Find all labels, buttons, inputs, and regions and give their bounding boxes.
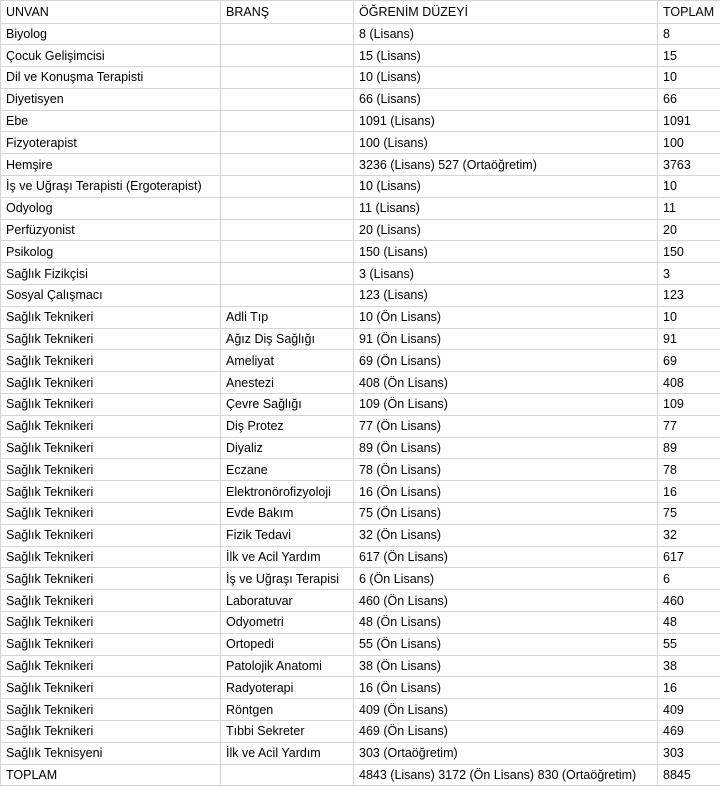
cell-unvan: Psikolog xyxy=(1,241,221,263)
cell-unvan: Diyetisyen xyxy=(1,88,221,110)
cell-brans xyxy=(221,154,354,176)
table-row xyxy=(1,197,720,219)
header-brans: BRANŞ xyxy=(221,1,354,24)
cell-toplam: 20 xyxy=(658,219,720,241)
cell-unvan: TOPLAM xyxy=(1,764,221,786)
table-row xyxy=(1,23,720,45)
cell-ogrenim-duzeyi: 150 (Lisans) xyxy=(354,241,658,263)
cell-toplam: 3 xyxy=(658,263,720,285)
cell-ogrenim-duzeyi: 10 (Lisans) xyxy=(354,67,658,89)
cell-toplam: 69 xyxy=(658,350,720,372)
cell-brans: Çevre Sağlığı xyxy=(221,394,354,416)
table-row xyxy=(1,372,720,394)
cell-ogrenim-duzeyi: 617 (Ön Lisans) xyxy=(354,546,658,568)
header-row xyxy=(1,1,720,24)
cell-brans xyxy=(221,176,354,198)
cell-ogrenim-duzeyi: 6 (Ön Lisans) xyxy=(354,568,658,590)
cell-ogrenim-duzeyi: 32 (Ön Lisans) xyxy=(354,524,658,546)
cell-unvan: Perfüzyonist xyxy=(1,219,221,241)
cell-toplam: 303 xyxy=(658,742,720,764)
table-row xyxy=(1,503,720,525)
cell-ogrenim-duzeyi: 3 (Lisans) xyxy=(354,263,658,285)
cell-brans: Anestezi xyxy=(221,372,354,394)
cell-unvan: Sağlık Teknikeri xyxy=(1,328,221,350)
cell-unvan: Sağlık Teknikeri xyxy=(1,546,221,568)
cell-toplam: 91 xyxy=(658,328,720,350)
cell-ogrenim-duzeyi: 77 (Ön Lisans) xyxy=(354,415,658,437)
cell-toplam: 100 xyxy=(658,132,720,154)
table-row xyxy=(1,721,720,743)
cell-ogrenim-duzeyi: 109 (Ön Lisans) xyxy=(354,394,658,416)
cell-brans: Tıbbi Sekreter xyxy=(221,721,354,743)
cell-brans: Ameliyat xyxy=(221,350,354,372)
table-row xyxy=(1,742,720,764)
cell-unvan: Hemşire xyxy=(1,154,221,176)
cell-toplam: 11 xyxy=(658,197,720,219)
table-row xyxy=(1,677,720,699)
cell-ogrenim-duzeyi: 11 (Lisans) xyxy=(354,197,658,219)
cell-brans: Fizik Tedavi xyxy=(221,524,354,546)
cell-brans xyxy=(221,197,354,219)
cell-brans: Adli Tıp xyxy=(221,306,354,328)
cell-unvan: Sağlık Teknikeri xyxy=(1,655,221,677)
header-unvan: UNVAN xyxy=(1,1,221,24)
cell-ogrenim-duzeyi: 20 (Lisans) xyxy=(354,219,658,241)
cell-unvan: Sağlık Teknikeri xyxy=(1,677,221,699)
table-row xyxy=(1,524,720,546)
cell-toplam: 32 xyxy=(658,524,720,546)
cell-brans xyxy=(221,23,354,45)
table-row xyxy=(1,546,720,568)
table-row xyxy=(1,459,720,481)
cell-unvan: Ebe xyxy=(1,110,221,132)
cell-ogrenim-duzeyi: 91 (Ön Lisans) xyxy=(354,328,658,350)
cell-ogrenim-duzeyi: 408 (Ön Lisans) xyxy=(354,372,658,394)
cell-unvan: Sağlık Teknikeri xyxy=(1,350,221,372)
cell-toplam: 10 xyxy=(658,67,720,89)
cell-ogrenim-duzeyi: 10 (Ön Lisans) xyxy=(354,306,658,328)
cell-brans xyxy=(221,764,354,786)
cell-brans xyxy=(221,219,354,241)
cell-unvan: Dil ve Konuşma Terapisti xyxy=(1,67,221,89)
cell-toplam: 460 xyxy=(658,590,720,612)
cell-brans: Elektronörofizyoloji xyxy=(221,481,354,503)
table-row xyxy=(1,285,720,307)
cell-toplam: 123 xyxy=(658,285,720,307)
cell-toplam: 15 xyxy=(658,45,720,67)
cell-unvan: Sağlık Fizikçisi xyxy=(1,263,221,285)
cell-unvan: Sağlık Teknikeri xyxy=(1,590,221,612)
cell-ogrenim-duzeyi: 409 (Ön Lisans) xyxy=(354,699,658,721)
cell-ogrenim-duzeyi: 78 (Ön Lisans) xyxy=(354,459,658,481)
cell-ogrenim-duzeyi: 4843 (Lisans) 3172 (Ön Lisans) 830 (Ortaöğretim) xyxy=(354,764,658,786)
cell-unvan: Sağlık Teknisyeni xyxy=(1,742,221,764)
cell-toplam: 408 xyxy=(658,372,720,394)
cell-toplam: 409 xyxy=(658,699,720,721)
cell-toplam: 16 xyxy=(658,677,720,699)
cell-unvan: Sağlık Teknikeri xyxy=(1,394,221,416)
table-row xyxy=(1,437,720,459)
cell-brans: Ortopedi xyxy=(221,633,354,655)
cell-toplam: 8 xyxy=(658,23,720,45)
cell-toplam: 109 xyxy=(658,394,720,416)
cell-brans: Evde Bakım xyxy=(221,503,354,525)
cell-brans: Röntgen xyxy=(221,699,354,721)
cell-brans: İş ve Uğraşı Terapisi xyxy=(221,568,354,590)
cell-unvan: Sağlık Teknikeri xyxy=(1,459,221,481)
table-row xyxy=(1,612,720,634)
cell-toplam: 16 xyxy=(658,481,720,503)
table-row xyxy=(1,394,720,416)
table-row xyxy=(1,219,720,241)
cell-brans xyxy=(221,67,354,89)
table-row xyxy=(1,306,720,328)
cell-ogrenim-duzeyi: 38 (Ön Lisans) xyxy=(354,655,658,677)
cell-ogrenim-duzeyi: 3236 (Lisans) 527 (Ortaöğretim) xyxy=(354,154,658,176)
cell-ogrenim-duzeyi: 1091 (Lisans) xyxy=(354,110,658,132)
cell-unvan: İş ve Uğraşı Terapisti (Ergoterapist) xyxy=(1,176,221,198)
cell-unvan: Sağlık Teknikeri xyxy=(1,699,221,721)
cell-brans xyxy=(221,45,354,67)
table-row xyxy=(1,699,720,721)
cell-unvan: Sağlık Teknikeri xyxy=(1,372,221,394)
cell-unvan: Sağlık Teknikeri xyxy=(1,612,221,634)
cell-toplam: 469 xyxy=(658,721,720,743)
cell-toplam: 77 xyxy=(658,415,720,437)
table-row xyxy=(1,67,720,89)
cell-unvan: Sağlık Teknikeri xyxy=(1,721,221,743)
cell-unvan: Sağlık Teknikeri xyxy=(1,437,221,459)
cell-toplam: 48 xyxy=(658,612,720,634)
cell-brans xyxy=(221,88,354,110)
cell-brans: Patolojik Anatomi xyxy=(221,655,354,677)
cell-unvan: Sağlık Teknikeri xyxy=(1,568,221,590)
cell-ogrenim-duzeyi: 69 (Ön Lisans) xyxy=(354,350,658,372)
cell-brans: Radyoterapi xyxy=(221,677,354,699)
cell-brans: Diş Protez xyxy=(221,415,354,437)
cell-ogrenim-duzeyi: 55 (Ön Lisans) xyxy=(354,633,658,655)
table-row xyxy=(1,481,720,503)
cell-brans xyxy=(221,285,354,307)
table-row xyxy=(1,350,720,372)
table-row xyxy=(1,328,720,350)
header-ogrenim-duzeyi: ÖĞRENİM DÜZEYİ xyxy=(354,1,658,24)
table-row xyxy=(1,263,720,285)
cell-toplam: 6 xyxy=(658,568,720,590)
cell-toplam: 75 xyxy=(658,503,720,525)
cell-toplam: 150 xyxy=(658,241,720,263)
cell-ogrenim-duzeyi: 66 (Lisans) xyxy=(354,88,658,110)
cell-unvan: Sağlık Teknikeri xyxy=(1,503,221,525)
cell-ogrenim-duzeyi: 8 (Lisans) xyxy=(354,23,658,45)
table-row xyxy=(1,88,720,110)
cell-unvan: Sağlık Teknikeri xyxy=(1,633,221,655)
cell-brans: Ağız Diş Sağlığı xyxy=(221,328,354,350)
cell-ogrenim-duzeyi: 48 (Ön Lisans) xyxy=(354,612,658,634)
table-row xyxy=(1,568,720,590)
cell-toplam: 55 xyxy=(658,633,720,655)
cell-ogrenim-duzeyi: 16 (Ön Lisans) xyxy=(354,677,658,699)
table-row xyxy=(1,154,720,176)
cell-ogrenim-duzeyi: 100 (Lisans) xyxy=(354,132,658,154)
cell-ogrenim-duzeyi: 123 (Lisans) xyxy=(354,285,658,307)
cell-ogrenim-duzeyi: 469 (Ön Lisans) xyxy=(354,721,658,743)
cell-unvan: Biyolog xyxy=(1,23,221,45)
cell-brans xyxy=(221,263,354,285)
cell-ogrenim-duzeyi: 15 (Lisans) xyxy=(354,45,658,67)
cell-brans: Eczane xyxy=(221,459,354,481)
cell-unvan: Sosyal Çalışmacı xyxy=(1,285,221,307)
cell-ogrenim-duzeyi: 89 (Ön Lisans) xyxy=(354,437,658,459)
cell-toplam: 89 xyxy=(658,437,720,459)
cell-brans: İlk ve Acil Yardım xyxy=(221,742,354,764)
table-row xyxy=(1,176,720,198)
table-row xyxy=(1,655,720,677)
cell-brans: Odyometri xyxy=(221,612,354,634)
cell-toplam: 10 xyxy=(658,176,720,198)
cell-ogrenim-duzeyi: 303 (Ortaöğretim) xyxy=(354,742,658,764)
cell-toplam: 78 xyxy=(658,459,720,481)
cell-toplam: 38 xyxy=(658,655,720,677)
header-toplam: TOPLAM xyxy=(658,1,720,24)
table-row xyxy=(1,590,720,612)
cell-brans: Diyaliz xyxy=(221,437,354,459)
table-row xyxy=(1,633,720,655)
cell-toplam: 8845 xyxy=(658,764,720,786)
table-row xyxy=(1,415,720,437)
table-row xyxy=(1,110,720,132)
table-row xyxy=(1,241,720,263)
cell-brans xyxy=(221,132,354,154)
table-row xyxy=(1,132,720,154)
cell-ogrenim-duzeyi: 10 (Lisans) xyxy=(354,176,658,198)
table-body xyxy=(1,23,720,786)
cell-ogrenim-duzeyi: 16 (Ön Lisans) xyxy=(354,481,658,503)
cell-ogrenim-duzeyi: 75 (Ön Lisans) xyxy=(354,503,658,525)
cell-brans xyxy=(221,110,354,132)
cell-unvan: Sağlık Teknikeri xyxy=(1,306,221,328)
cell-toplam: 3763 xyxy=(658,154,720,176)
total-row xyxy=(1,764,720,786)
cell-unvan: Fizyoterapist xyxy=(1,132,221,154)
cell-unvan: Çocuk Gelişimcisi xyxy=(1,45,221,67)
cell-unvan: Sağlık Teknikeri xyxy=(1,481,221,503)
cell-toplam: 66 xyxy=(658,88,720,110)
cell-ogrenim-duzeyi: 460 (Ön Lisans) xyxy=(354,590,658,612)
cell-toplam: 10 xyxy=(658,306,720,328)
table-row xyxy=(1,45,720,67)
cell-toplam: 617 xyxy=(658,546,720,568)
cell-toplam: 1091 xyxy=(658,110,720,132)
cell-brans: İlk ve Acil Yardım xyxy=(221,546,354,568)
cell-brans xyxy=(221,241,354,263)
cell-unvan: Sağlık Teknikeri xyxy=(1,524,221,546)
cell-unvan: Sağlık Teknikeri xyxy=(1,415,221,437)
cell-unvan: Odyolog xyxy=(1,197,221,219)
cell-brans: Laboratuvar xyxy=(221,590,354,612)
